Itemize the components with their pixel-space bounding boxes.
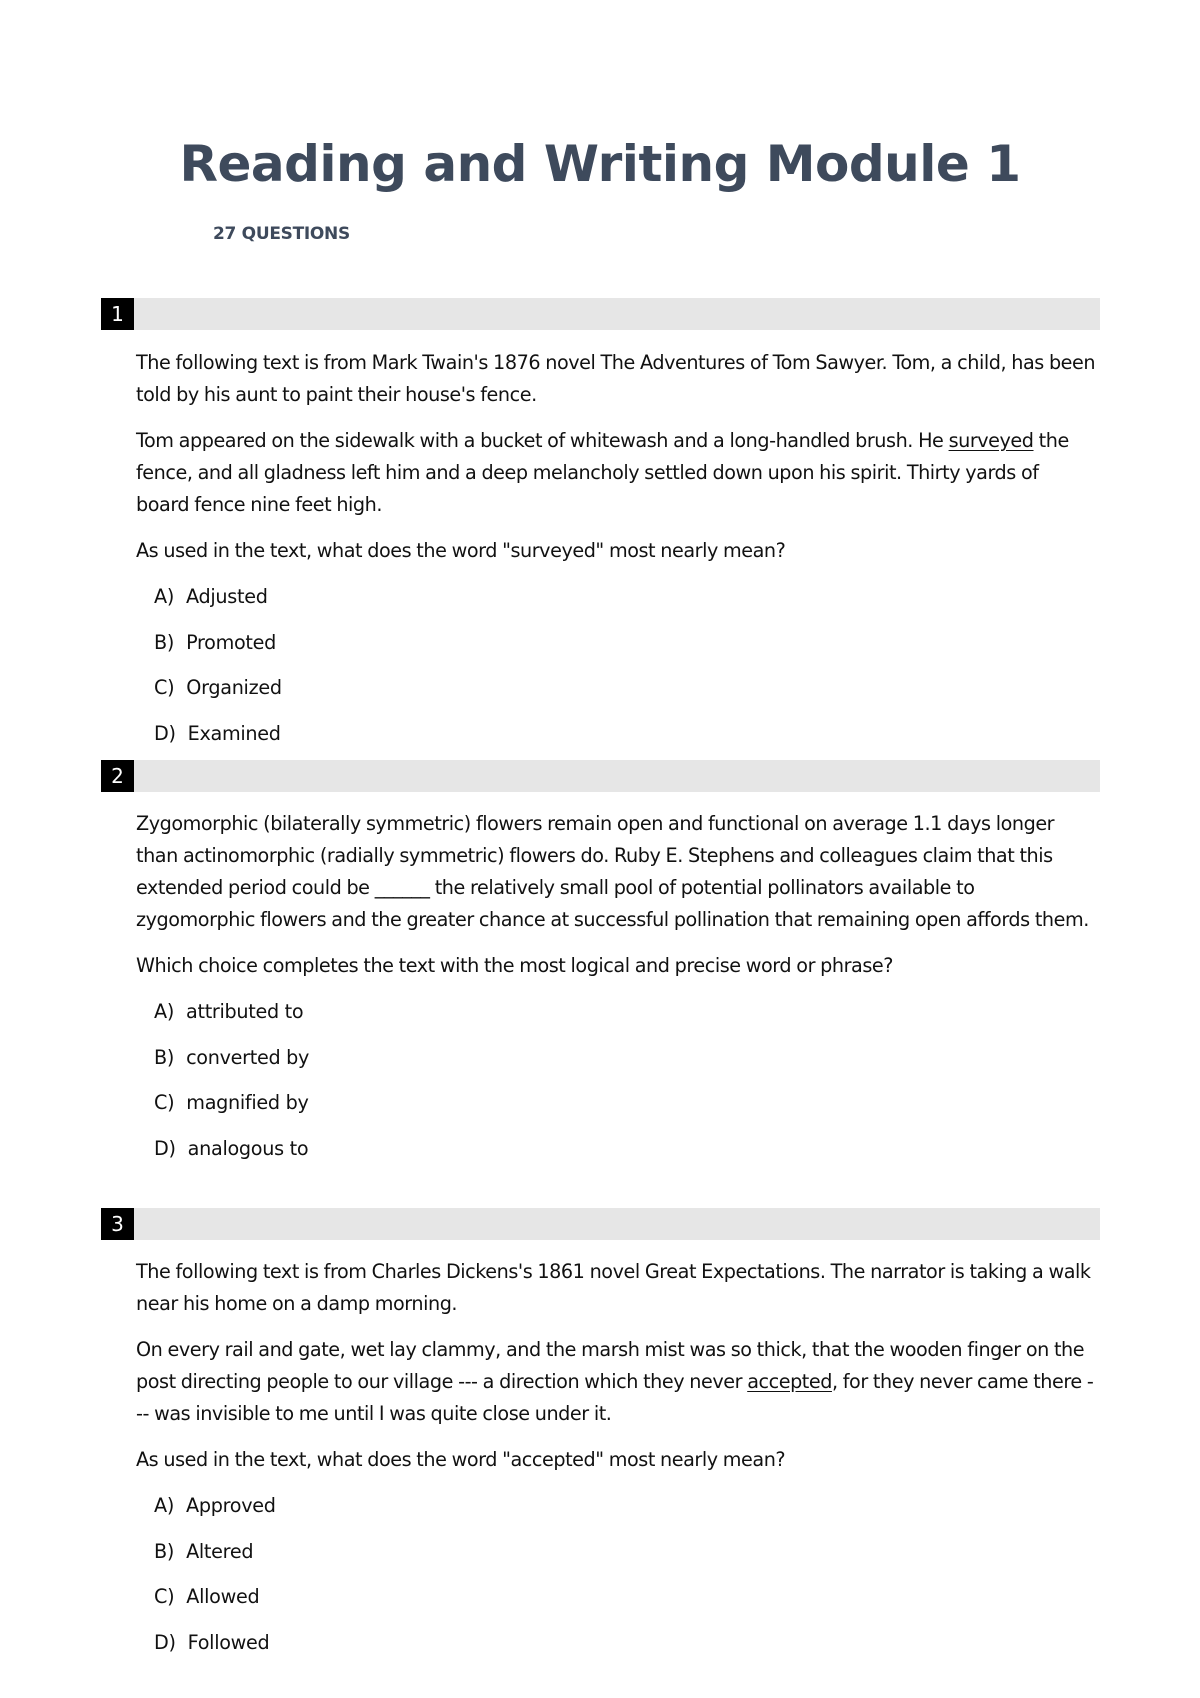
choice-letter: A) — [154, 1000, 175, 1023]
passage-text: , for they never came there --- was invisible to me until I was quite close under it. — [136, 1370, 1094, 1425]
choice-text: Allowed — [186, 1585, 260, 1608]
choice-letter: A) — [154, 1494, 175, 1517]
answer-choices — [136, 996, 1096, 1178]
answer-choice-c[interactable] — [136, 1087, 1096, 1133]
choice-letter: C) — [154, 1091, 175, 1114]
question-2 — [136, 808, 1096, 1178]
question-header-2 — [101, 760, 1100, 792]
question-passage — [136, 1334, 1096, 1430]
answer-choice-d[interactable] — [136, 1133, 1096, 1179]
passage-text: On every rail and gate, wet lay clammy, and the marsh mist was so thick, that the wooden finger on the post directing people to our village --- a direction which they never — [136, 1338, 1085, 1393]
choice-text: Followed — [187, 1630, 270, 1654]
answer-choice-b[interactable] — [136, 627, 1096, 673]
page-title: Reading and Writing Module 1 — [179, 135, 1021, 193]
choice-text: converted by — [186, 1045, 310, 1069]
question-prompt: Which choice completes the text with the most logical and precise word or phrase? — [136, 954, 893, 977]
choice-text: attributed to — [186, 1000, 304, 1023]
answer-choice-a[interactable] — [136, 581, 1096, 627]
question-header-3 — [101, 1208, 1100, 1240]
choice-letter: D) — [154, 1136, 176, 1160]
choice-letter: B) — [154, 1539, 175, 1563]
choice-text: Organized — [186, 676, 282, 699]
answer-choices — [136, 581, 1096, 763]
underlined-word: surveyed — [948, 429, 1034, 452]
choice-text: analogous to — [187, 1136, 309, 1160]
question-header-1 — [101, 298, 1100, 330]
question-number: 3 — [101, 1208, 134, 1240]
question-3 — [136, 1256, 1096, 1672]
answer-choice-d[interactable] — [136, 1627, 1096, 1673]
choice-text: magnified by — [186, 1091, 309, 1114]
answer-choice-c[interactable] — [136, 672, 1096, 718]
question-1 — [136, 347, 1096, 763]
choice-letter: C) — [154, 1585, 175, 1608]
question-intro: The following text is from Mark Twain's 1876 novel The Adventures of Tom Sawyer. Tom, a child, has been told by his aunt to paint their house's fence. — [136, 351, 1096, 406]
question-number: 2 — [101, 760, 134, 792]
answer-choice-b[interactable] — [136, 1042, 1096, 1088]
choice-letter: B) — [154, 630, 175, 654]
answer-choice-b[interactable] — [136, 1536, 1096, 1582]
answer-choice-a[interactable] — [136, 1490, 1096, 1536]
question-passage — [136, 425, 1096, 521]
choice-letter: D) — [154, 721, 176, 745]
answer-choice-d[interactable] — [136, 718, 1096, 764]
passage-text: Tom appeared on the sidewalk with a bucket of whitewash and a long-handled brush. He — [136, 429, 949, 452]
answer-choices — [136, 1490, 1096, 1672]
choice-text: Altered — [186, 1539, 254, 1563]
choice-text: Approved — [186, 1494, 276, 1517]
choice-letter: B) — [154, 1045, 175, 1069]
choice-letter: D) — [154, 1630, 176, 1654]
choice-letter: A) — [154, 585, 175, 608]
question-prompt: As used in the text, what does the word "surveyed" most nearly mean? — [136, 539, 786, 562]
answer-choice-c[interactable] — [136, 1581, 1096, 1627]
question-passage: Zygomorphic (bilaterally symmetric) flowers remain open and functional on average 1.1 days longer than actinomorphic (radially symmetric) flowers do. Ruby E. Stephens and colleagues claim that this extended period could be ______ the relatively small pool of potential pollinators available to zygomorphic flowers and the greater chance at successful pollination that remaining open affords them. — [136, 812, 1089, 931]
question-number: 1 — [101, 298, 134, 330]
choice-text: Examined — [187, 721, 281, 745]
passage-text: the fence, and all gladness left him and a deep melancholy settled down upon his spirit. Thirty yards of board fence nine feet high. — [136, 429, 1069, 516]
choice-text: Adjusted — [186, 585, 268, 608]
answer-choice-a[interactable] — [136, 996, 1096, 1042]
question-count: 27 QUESTIONS — [213, 224, 350, 244]
underlined-word: accepted — [747, 1370, 832, 1393]
question-prompt: As used in the text, what does the word "accepted" most nearly mean? — [136, 1448, 786, 1471]
choice-text: Promoted — [186, 630, 277, 654]
question-intro: The following text is from Charles Dickens's 1861 novel Great Expectations. The narrator is taking a walk near his home on a damp morning. — [136, 1260, 1091, 1315]
choice-letter: C) — [154, 676, 175, 699]
